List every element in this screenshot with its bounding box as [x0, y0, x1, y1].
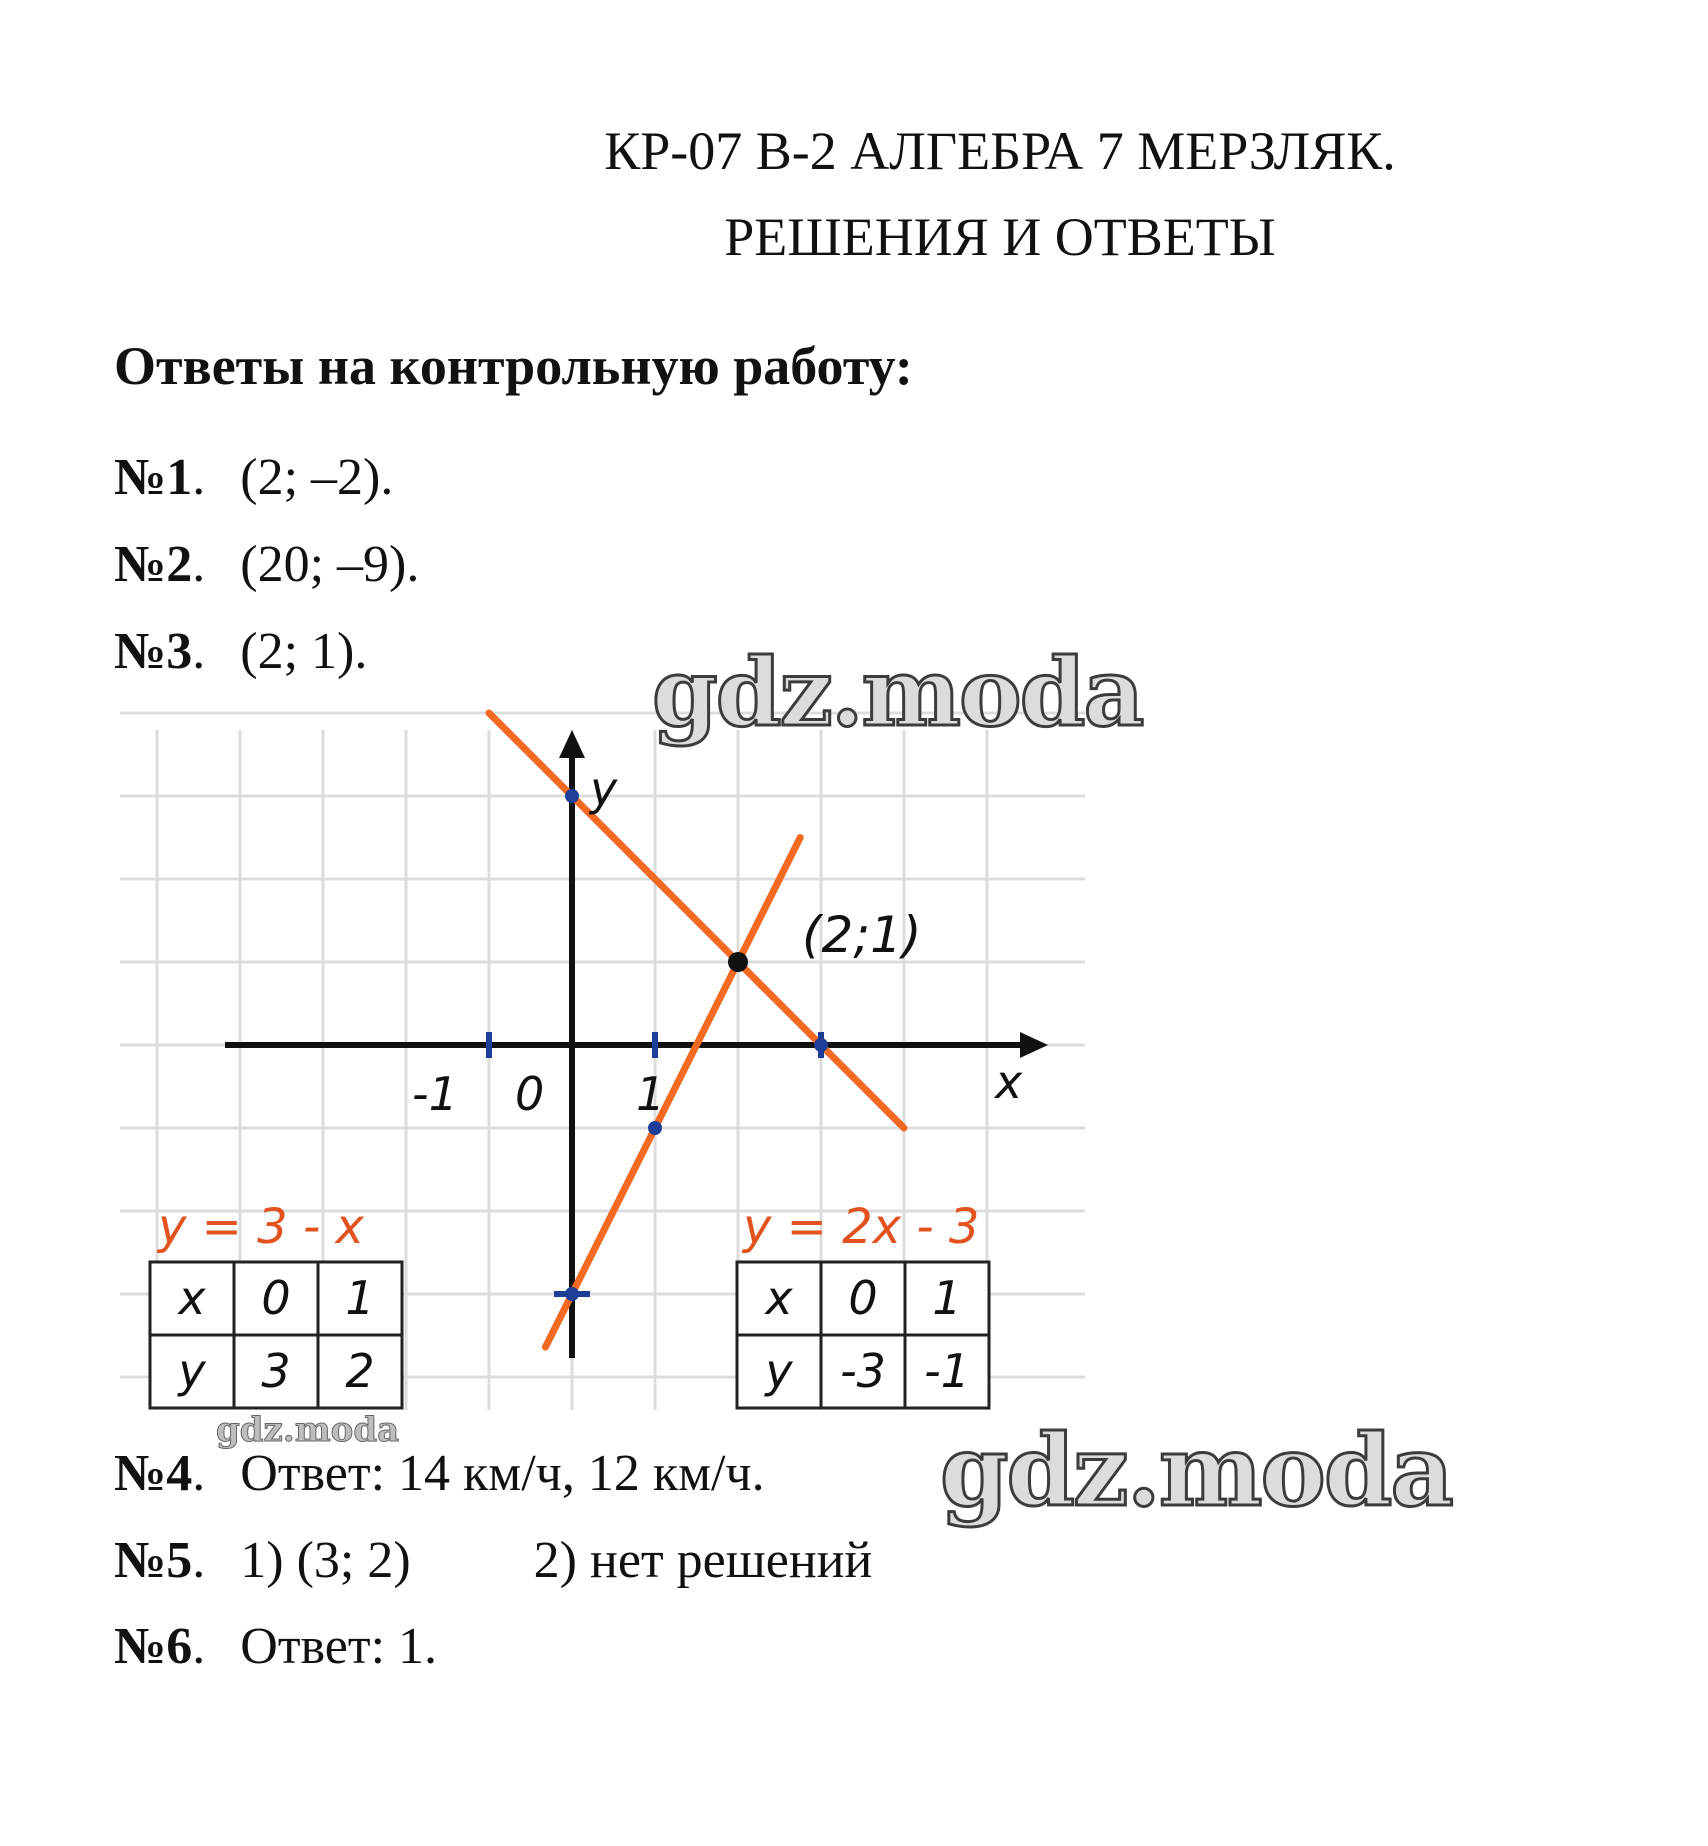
graph-point	[814, 1038, 828, 1052]
answer-6-number: №6	[114, 1618, 193, 1675]
answer-2: №2. (20; –9).	[114, 536, 420, 593]
table-cell: y	[765, 1344, 793, 1398]
x-axis-label: x	[995, 1055, 1023, 1109]
graph-point	[565, 789, 579, 803]
table-cell: x	[765, 1271, 793, 1325]
answer-5-text-2: 2) нет решений	[533, 1532, 873, 1589]
graph-point	[648, 1121, 662, 1135]
answer-6-text: Ответ: 1.	[240, 1618, 438, 1675]
graph-line-2-extension	[545, 1294, 572, 1347]
answer-4-text: Ответ: 14 км/ч, 12 км/ч.	[240, 1445, 765, 1502]
watermark-logo-bottom: gdz.moda	[940, 1414, 1452, 1529]
value-table-line-2	[737, 1262, 989, 1408]
answer-2-number: №2	[114, 536, 193, 593]
watermark-logo-small: gdz.moda	[216, 1410, 400, 1450]
table-cell: 1	[345, 1271, 375, 1325]
table-cell: 3	[261, 1344, 291, 1398]
origin-label: 0	[515, 1067, 545, 1121]
title-line-1: КР-07 В-2 АЛГЕБРА 7 МЕРЗЛЯК.	[604, 121, 1396, 181]
answer-4-number: №4	[114, 1445, 193, 1502]
value-table-line-1	[150, 1262, 402, 1408]
y-axis-arrow	[559, 730, 585, 758]
equation-line-2: y = 2x - 3	[743, 1199, 980, 1255]
intersection-point	[728, 952, 748, 972]
answer-5-text: 1) (3; 2)	[240, 1532, 411, 1589]
x-axis-arrow	[1020, 1032, 1048, 1058]
watermark-logo-top: gdz.moda	[652, 638, 1143, 748]
table-cell: -3	[840, 1344, 886, 1398]
answer-3-text: (2; 1).	[240, 623, 368, 680]
graph-point	[565, 1287, 579, 1301]
answers-heading: Ответы на контрольную работу:	[114, 336, 913, 396]
intersection-label: (2;1)	[802, 906, 922, 964]
tick-label-1: 1	[636, 1067, 666, 1121]
title-line-2: РЕШЕНИЯ И ОТВЕТЫ	[724, 207, 1276, 267]
answer-4: №4. Ответ: 14 км/ч, 12 км/ч.	[114, 1445, 765, 1502]
table-cell: y	[178, 1344, 206, 1398]
tick-label-minus-1: -1	[412, 1067, 458, 1121]
answer-2-text: (20; –9).	[240, 536, 420, 593]
table-cell: -1	[924, 1344, 970, 1398]
table-cell: 0	[848, 1271, 878, 1325]
table-cell: 1	[932, 1271, 962, 1325]
table-cell: x	[178, 1271, 206, 1325]
answer-3: №3. (2; 1).	[114, 623, 368, 680]
table-cell: 2	[345, 1344, 375, 1398]
answer-5: №5. 1) (3; 2) 2) нет решений	[114, 1532, 873, 1589]
answer-6: №6. Ответ: 1.	[114, 1618, 438, 1675]
table-cell: 0	[261, 1271, 291, 1325]
answer-3-number: №3	[114, 623, 193, 680]
answer-1: №1. (2; –2).	[114, 449, 394, 506]
y-axis-label: y	[590, 762, 618, 816]
equation-line-1: y = 3 - x	[158, 1199, 364, 1255]
answer-1-number: №1	[114, 449, 193, 506]
answer-1-text: (2; –2).	[240, 449, 394, 506]
answer-5-number: №5	[114, 1532, 193, 1589]
